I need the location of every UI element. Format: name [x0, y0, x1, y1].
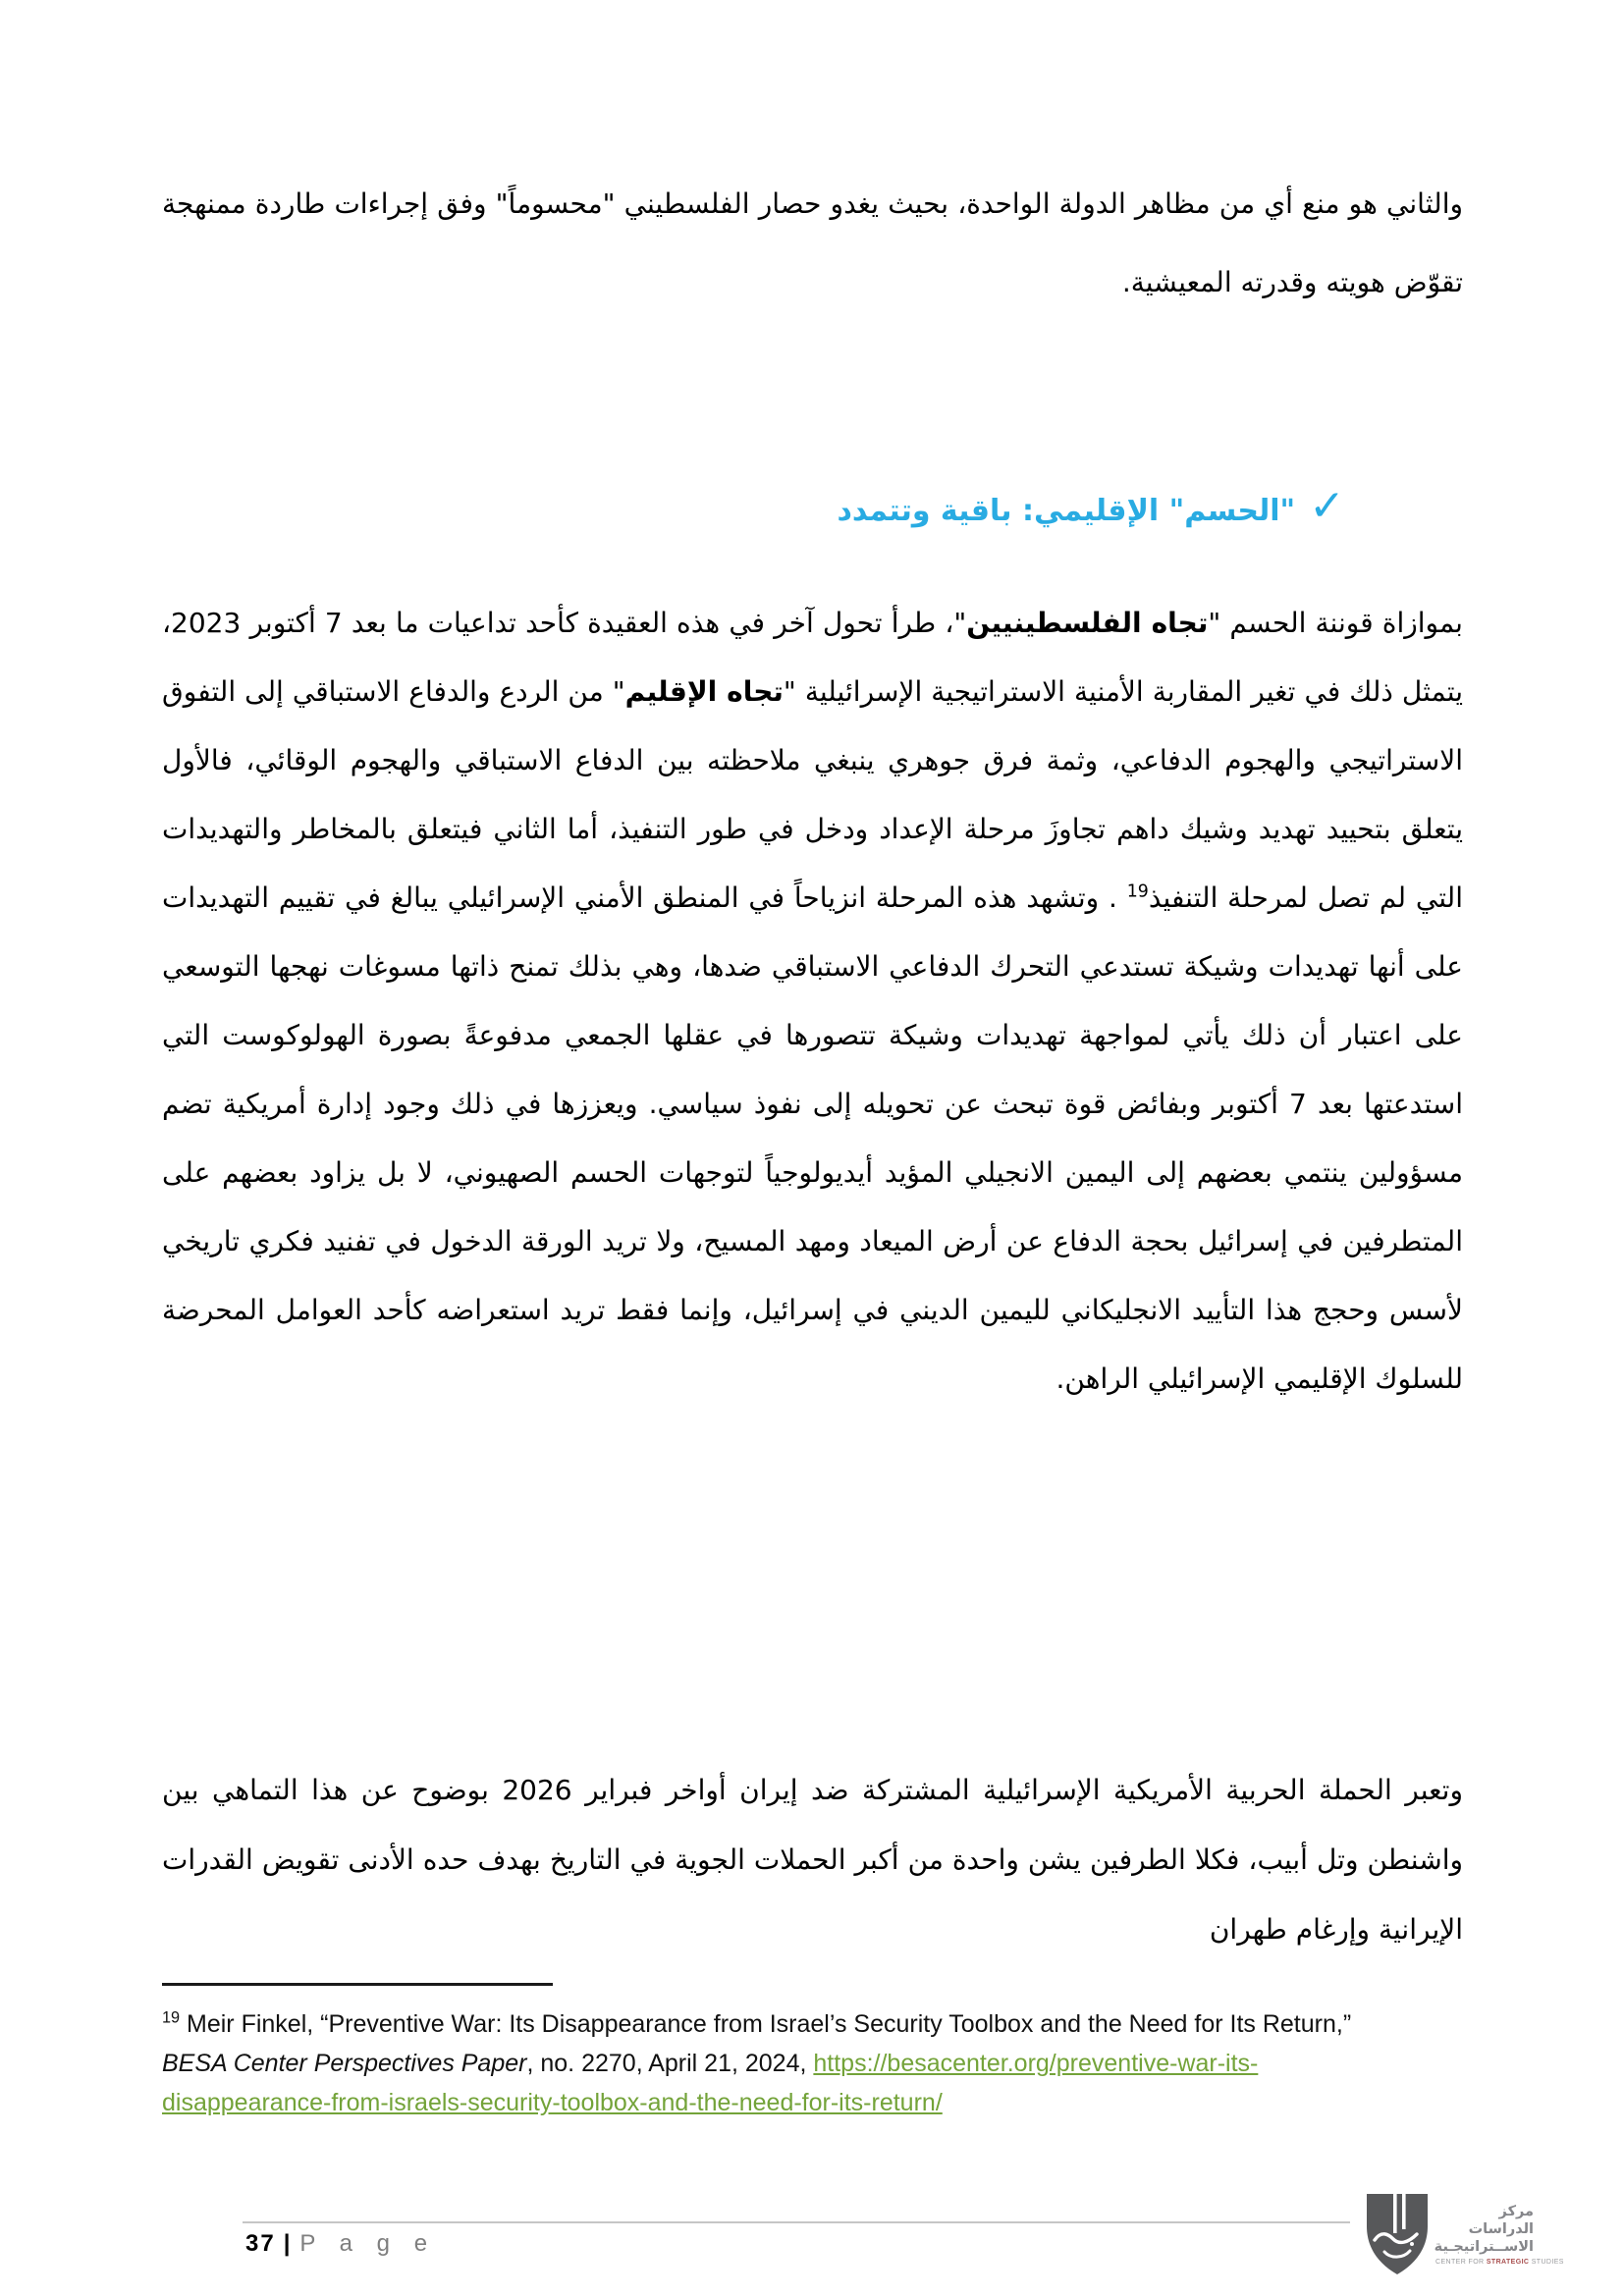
center-logo-english-pre: CENTER FOR [1435, 2259, 1487, 2266]
text-segment: "، طرأ تحول آخر في هذه العقيدة كأحد تداعيات ما بعد 7 أكتوبر 2023، يتمثل ذلك في تغير المقاربة الأمنية الاستراتيجية الإسرائيلية " [162, 607, 1463, 708]
section-heading [162, 481, 1345, 532]
center-logo-text [1434, 2203, 1564, 2266]
body-paragraph-1 [162, 589, 1463, 1414]
text-segment: تجاه الإقليم [624, 675, 784, 708]
text-segment: Meir Finkel, “Preventive War: Its Disappearance from Israel’s Security Toolbox and the Need for Its Return,” [180, 2010, 1352, 2038]
intro-paragraph: والثاني هو منع أي من مظاهر الدولة الواحدة، بحيث يغدو حصار الفلسطيني "محسوماً" وفق إجراءات طاردة ممنهجة تقوّض هويته وقدرته المعيشية. [162, 187, 1463, 298]
page-footer [245, 2230, 436, 2258]
page-number: 37 [245, 2230, 276, 2257]
superscript-ref: 19 [162, 2008, 181, 2027]
superscript-ref: 19 [1126, 881, 1149, 902]
text-segment: . وتشهد هذه المرحلة انزياحاً في المنطق الأمني الإسرائيلي يبالغ في تقييم التهديدات على أنها تهديدات وشيكة تستدعي التحرك الدفاعي الاستباقي ضدها، وهي بذلك تمنح ذاتها مسوغات نهجها التوسعي على اعتبار أن ذلك يأتي لمواجهة تهديدات وشيكة تتصورها في عقلها الجمعي مدفوعةً بصورة الهولوكوست التي استدعتها بعد 7 أكتوبر وبفائض قوة تبحث عن تحويله إلى نفوذ سياسي. ويعززها في ذلك وجود إدارة أمريكية تضم مسؤولين ينتمي بعضهم إلى اليمين الانجيلي المؤيد أيديولوجياً لتوجهات الحسم الصهيوني، لا بل يزاود بعضهم على المتطرفين في إسرائيل بحجة الدفاع عن أرض الميعاد ومهد المسيح، ولا تريد الورقة الدخول في تفنيد فكري تاريخي لأسس وحجج هذا التأييد الانجليكاني لليمين الديني في إسرائيل، وإنما فقط تريد استعراضه كأحد العوامل المحرضة للسلوك الإقليمي الإسرائيلي الراهن. [162, 881, 1464, 1395]
footnote [162, 2004, 1394, 2122]
text-segment: BESA Center Perspectives Paper [162, 2050, 527, 2077]
center-logo-english-highlight: STRATEGIC [1486, 2259, 1530, 2266]
center-logo-english-post: STUDIES [1529, 2259, 1564, 2266]
center-logo-arabic-line1: مركز الدراسات [1468, 2204, 1534, 2237]
footer-rule [243, 2221, 1350, 2223]
footer-page-word: P a g e [299, 2230, 437, 2257]
body-paragraph-2: وتعبر الحملة الحربية الأمريكية الإسرائيلية المشتركة ضد إيران أواخر فبراير 2026 بوضوح عن هذا التماهي بين واشنطن وتل أبيب، فكلا الطرفين يشن واحدة من أكبر الحملات الجوية في التاريخ بهدف حده الأدنى تقويض القدرات الإيرانية وإرغام طهران [162, 1774, 1464, 1946]
footer-divider: | [283, 2230, 291, 2257]
text-segment: بموازاة قوننة الحسم " [1208, 607, 1463, 639]
center-logo-arabic-line2: الاســتراتيجـية [1434, 2239, 1534, 2255]
footnote-link[interactable]: https://besacenter.org/preventive-war-its-disappearance-from-israels-security-toolbox-and-the-need-for-its-return/ [162, 2050, 1259, 2116]
text-segment: " من الردع والدفاع الاستباقي إلى التفوق الاستراتيجي والهجوم الدفاعي، وثمة فرق جوهري ينبغي ملاحظته بين الدفاع الاستباقي والهجوم الوقائي، فالأول يتعلق بتحييد تهديد وشيك داهم تجاوزَ مرحلة الإعداد ودخل في طور التنفيذ، أما الثاني فيتعلق بالمخاطر والتهديدات التي لم تصل لمرحلة التنفيذ [162, 675, 1463, 914]
text-segment: تجاه الفلسطينيين [966, 607, 1209, 639]
center-logo-english [1435, 2259, 1564, 2266]
section-heading-text: "الحسم" الإقليمي: باقية وتتمدد [837, 493, 1296, 528]
center-logo-shield-icon [1363, 2181, 1432, 2275]
text-segment: , no. 2270, April 21, 2024, [526, 2050, 814, 2077]
footnote-separator [162, 1983, 553, 1986]
checkmark-icon: ✓ [1309, 481, 1345, 531]
